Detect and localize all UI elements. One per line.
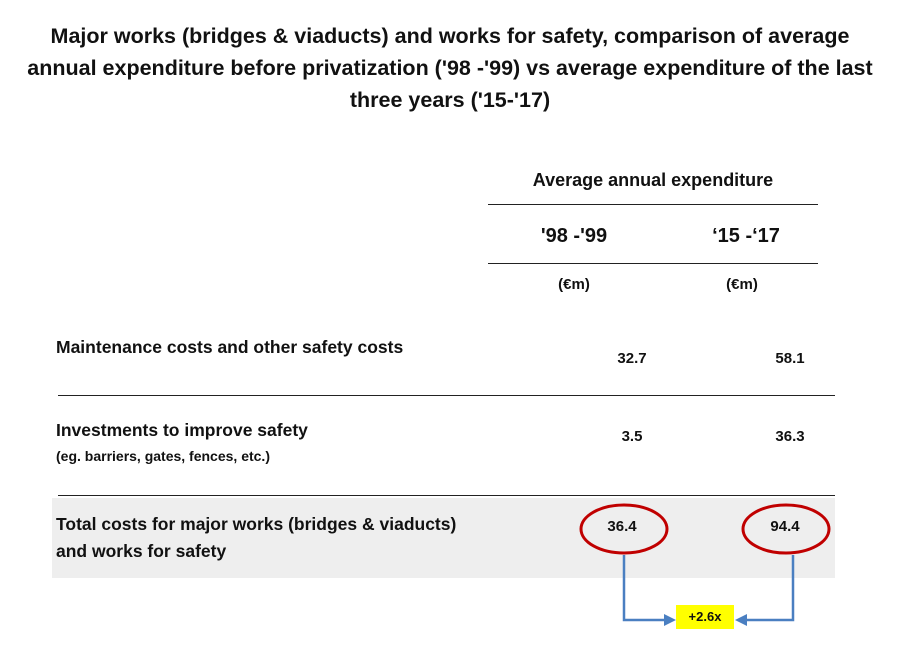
cell-investments-98-99: 3.5	[621, 428, 643, 445]
row-label-investments: Investments to improve safety	[56, 420, 308, 440]
arrow-left-head	[664, 614, 676, 626]
cell-maintenance-98-99: 32.7	[617, 350, 647, 367]
cell-investments-15-17: 36.3	[775, 428, 805, 445]
arrow-right-to-badge	[745, 555, 793, 620]
row-sublabel-investments: (eg. barriers, gates, fences, etc.)	[56, 448, 270, 464]
cell-total-98-99: 36.4	[607, 518, 637, 535]
row-label-maintenance: Maintenance costs and other safety costs	[56, 337, 404, 357]
row-label-total-line1: Total costs for major works (bridges & viaducts)	[56, 514, 457, 534]
arrow-right-head	[735, 614, 747, 626]
column-group-header: Average annual expenditure	[532, 170, 774, 190]
column-header-15-17: ‘15 -‘17	[712, 225, 780, 247]
cell-maintenance-15-17: 58.1	[775, 350, 805, 367]
row-label-total-line2: and works for safety	[56, 541, 227, 561]
page-title: Major works (bridges & viaducts) and works for safety, comparison of average annual expenditure before privatization ('98 -'99) vs average expenditure of the last three years ('15-'17)	[27, 24, 873, 112]
arrow-left-to-badge	[624, 555, 666, 620]
unit-label-15-17: (€m)	[726, 276, 758, 293]
column-header-98-99: '98 -'99	[540, 225, 608, 247]
highlight-circle-15-17	[743, 505, 829, 553]
highlight-circle-98-99	[581, 505, 667, 553]
cell-total-15-17: 94.4	[770, 518, 800, 535]
unit-label-98-99: (€m)	[558, 276, 590, 293]
growth-multiplier-badge: +2.6x	[676, 605, 734, 629]
